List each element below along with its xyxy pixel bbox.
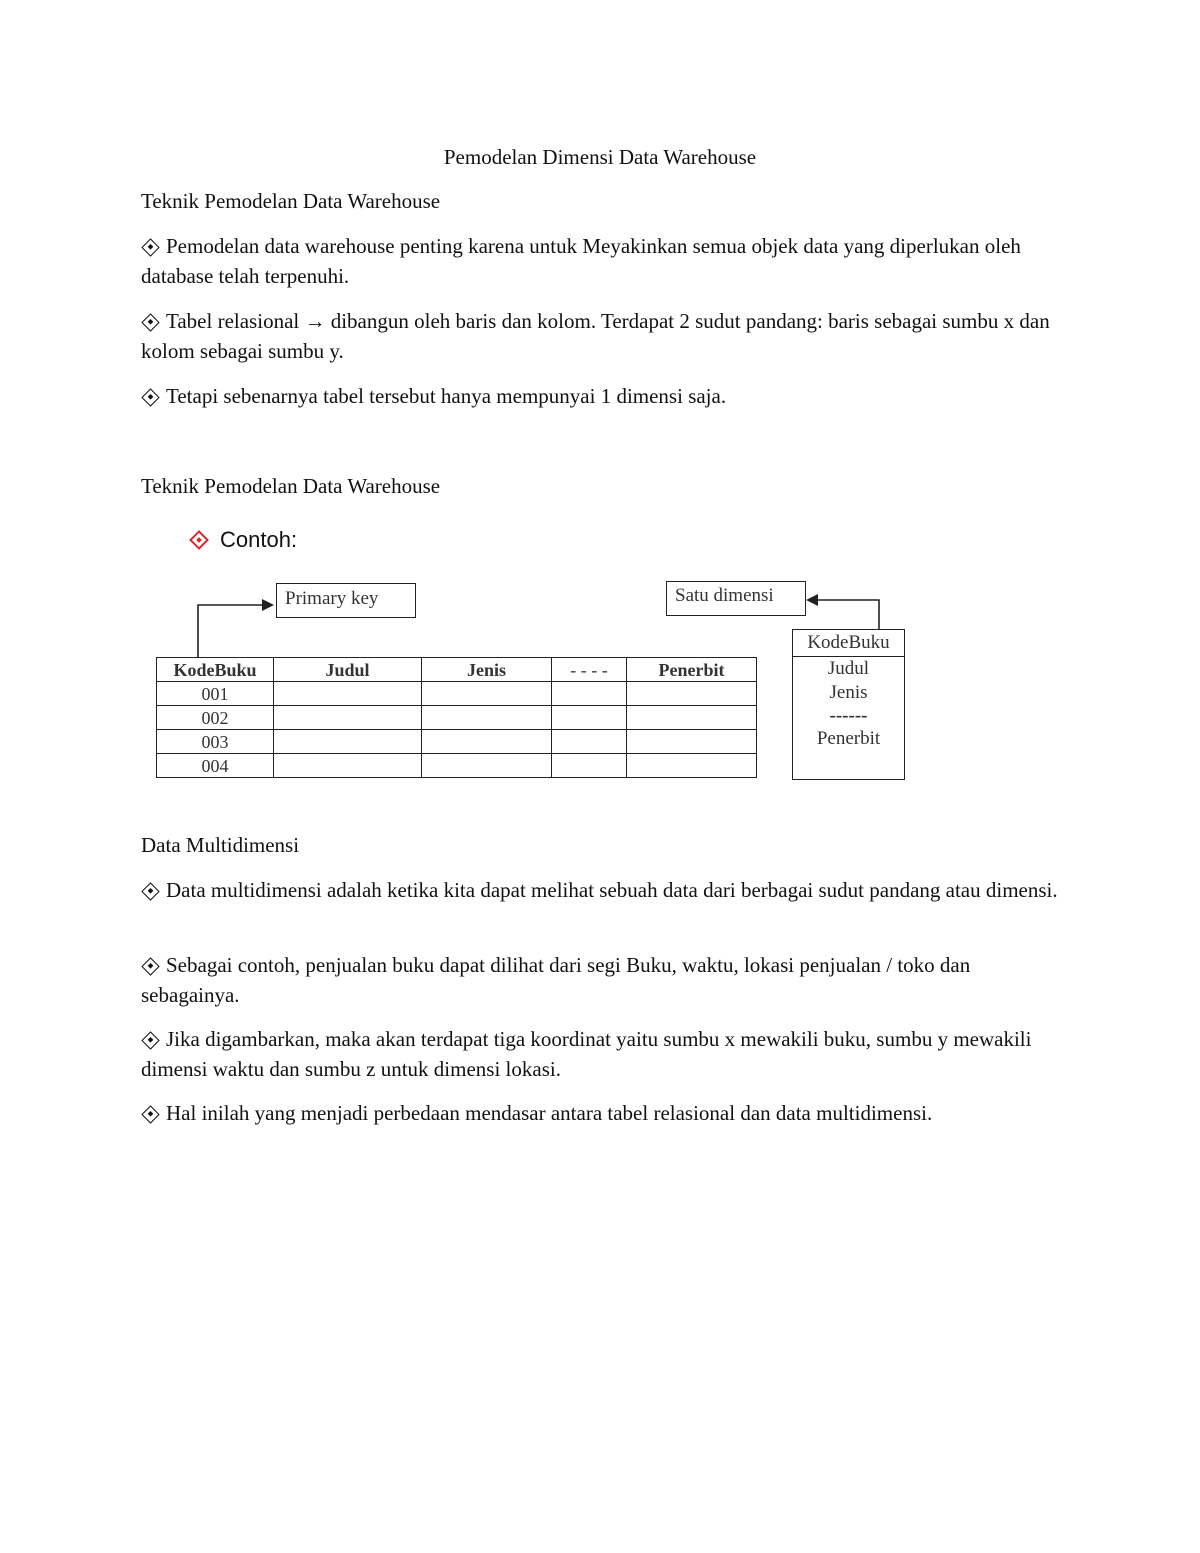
- column-header-kodebuku: KodeBuku: [157, 658, 274, 682]
- paragraph: [141, 1099, 1061, 1129]
- column-header-ellipsis: - - - -: [552, 658, 627, 682]
- table-row: [157, 754, 757, 778]
- column-header-judul: Judul: [274, 658, 422, 682]
- satu-dimensi-arrowhead: [806, 594, 818, 606]
- table-cell: [274, 754, 422, 778]
- paragraph-text: Tabel relasional → dibangun oleh baris dan kolom. Terdapat 2 sudut pandang: baris sebagai sumbu x dan kolom sebagai sumbu y.: [141, 309, 1050, 363]
- table-row: [157, 682, 757, 706]
- paragraph: [141, 307, 1061, 366]
- satu-dimensi-box: Satu dimensi: [666, 581, 806, 616]
- side-box-item: ------: [829, 705, 868, 726]
- table-cell: [274, 730, 422, 754]
- paragraph: [141, 382, 1061, 412]
- table-cell: [627, 754, 757, 778]
- satu-dimensi-arrow: [818, 600, 879, 629]
- table-cell: [274, 682, 422, 706]
- diamond-bullet-icon: [141, 957, 159, 975]
- table-cell: [422, 730, 552, 754]
- table-cell: [552, 754, 627, 778]
- diamond-bullet-icon: [141, 1031, 159, 1049]
- table-cell: [422, 754, 552, 778]
- side-box-item: Jenis: [829, 682, 868, 703]
- side-box-item: Penerbit: [816, 728, 881, 749]
- red-diamond-bullet-icon: [189, 530, 209, 550]
- one-dimension-box: [792, 629, 905, 780]
- primary-key-arrow: [198, 605, 262, 657]
- table-cell: [552, 706, 627, 730]
- paragraph-text: Hal inilah yang menjadi perbedaan mendasar antara tabel relasional dan data multidimensi.: [166, 1101, 933, 1125]
- side-box-item: Judul: [827, 658, 870, 679]
- column-header-penerbit: Penerbit: [627, 658, 757, 682]
- column-header-jenis: Jenis: [422, 658, 552, 682]
- diamond-bullet-icon: [141, 238, 159, 256]
- table-row: [157, 730, 757, 754]
- diamond-bullet-icon: [141, 388, 159, 406]
- section-heading-multidimensi: Data Multidimensi: [141, 833, 300, 857]
- table-cell: [422, 706, 552, 730]
- table-cell: [422, 682, 552, 706]
- paragraph-text: Jika digambarkan, maka akan terdapat tiga koordinat yaitu sumbu x mewakili buku, sumbu y mewakili dimensi waktu dan sumbu z untuk dimensi lokasi.: [141, 1027, 1032, 1081]
- primary-key-box: Primary key: [276, 583, 416, 618]
- table-cell: [552, 682, 627, 706]
- table-cell: [627, 682, 757, 706]
- paragraph: [141, 1025, 1061, 1084]
- contoh-text: Contoh:: [220, 527, 298, 552]
- paragraph-text: Sebagai contoh, penjualan buku dapat dilihat dari segi Buku, waktu, lokasi penjualan / toko dan sebagainya.: [141, 953, 971, 1007]
- paragraph-text: Pemodelan data warehouse penting karena untuk Meyakinkan semua objek data yang diperlukan oleh database telah terpenuhi.: [141, 234, 1021, 288]
- primary-key-arrowhead: [262, 599, 274, 611]
- side-box-header: KodeBuku: [793, 630, 904, 657]
- paragraph: [141, 876, 1061, 906]
- diamond-bullet-icon: [141, 313, 159, 331]
- table-row: [157, 706, 757, 730]
- table-header-row: [157, 658, 757, 682]
- paragraph: [141, 951, 1061, 1010]
- table-cell: [627, 730, 757, 754]
- section-heading-teknik-2: Teknik Pemodelan Data Warehouse: [141, 474, 441, 498]
- paragraph: [141, 232, 1061, 291]
- table-cell: 004: [157, 754, 274, 778]
- table-cell: [274, 706, 422, 730]
- paragraph-text: Data multidimensi adalah ketika kita dapat melihat sebuah data dari berbagai sudut pandang atau dimensi.: [166, 878, 1058, 902]
- page-title: Pemodelan Dimensi Data Warehouse: [443, 145, 757, 169]
- table-cell: [627, 706, 757, 730]
- paragraph-text: Tetapi sebenarnya tabel tersebut hanya mempunyai 1 dimensi saja.: [166, 384, 727, 408]
- diamond-bullet-icon: [141, 1105, 159, 1123]
- example-table: [156, 657, 757, 778]
- table-cell: [552, 730, 627, 754]
- table-cell: 002: [157, 706, 274, 730]
- table-cell: 001: [157, 682, 274, 706]
- table-cell: 003: [157, 730, 274, 754]
- section-heading-teknik-1: Teknik Pemodelan Data Warehouse: [141, 189, 441, 213]
- diamond-bullet-icon: [141, 882, 159, 900]
- contoh-label: [190, 525, 297, 555]
